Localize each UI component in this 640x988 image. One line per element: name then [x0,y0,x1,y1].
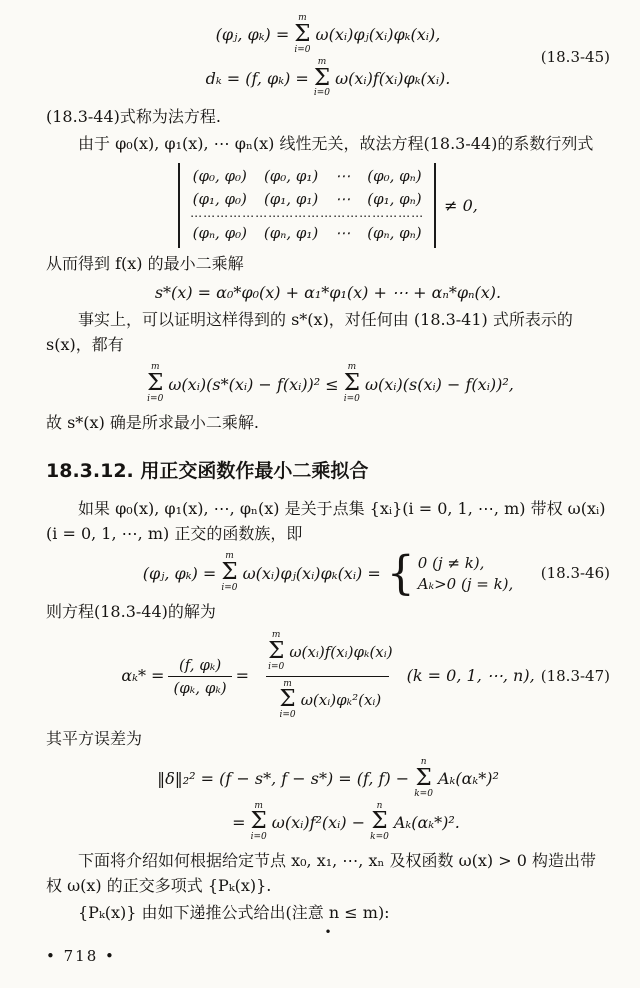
sigma-icon: Σ [250,808,267,835]
summation-symbol [268,631,284,673]
equation-number-18-3-45: (18.3-45) [540,47,610,66]
eq45-line2 [46,58,610,100]
sum-lower-limit: k=0 [414,788,433,799]
eq45-line1-rhs: ω(xᵢ)φⱼ(xᵢ)φₖ(xᵢ), [315,25,441,45]
sigma-icon: Σ [221,559,238,586]
sum-upper-limit: m [150,362,160,373]
summation-symbol [414,758,433,800]
eq46-case-unequal: 0 (j ≠ k), [417,553,485,572]
determinant-cell: (φₙ, φ₁) [263,224,319,243]
equation-number-18-3-47: (18.3-47) [540,667,610,686]
sum-lower-limit: i=0 [147,394,164,405]
sum-upper-limit: m [271,629,281,640]
equation-squared-error [46,758,610,843]
eq47-denominator-terms: ω(xᵢ)φₖ²(xᵢ) [300,691,382,710]
summation-symbol [279,680,295,722]
eq45-line2-rhs: ω(xᵢ)f(xᵢ)φₖ(xᵢ). [335,68,451,88]
determinant-cell: (φ₀, φₙ) [367,166,422,185]
fraction-numerator: (f, φₖ) [178,655,222,674]
determinant-cell: ⋯ [335,224,351,243]
inequality-left: ω(xᵢ)(s*(xᵢ) − f(xᵢ))² ≤ [168,374,339,394]
sum-lower-limit: i=0 [294,44,311,55]
inequality-right: ω(xᵢ)(s(xᵢ) − f(xᵢ))², [364,374,514,394]
determinant-cell: (φ₀, φ₁) [263,166,319,185]
paragraph-orthogonal-family: 如果 φ₀(x), φ₁(x), ⋯, φₙ(x) 是关于点集 {xᵢ}(i = 0, 1, ⋯, m) 带权 ω(xᵢ)(i = 0, 1, ⋯, m) 正交的函数族，即 [46,498,606,543]
page-number: • 718 • [46,947,116,966]
equation-s-star [46,283,610,302]
fraction-denominator: (φₖ, φₖ) [168,676,231,697]
squared-error-line2 [82,802,610,844]
sum-lower-limit: i=0 [250,832,267,843]
eq45-line2-lhs: dₖ = (f, φₖ) = [205,68,309,88]
sum-upper-limit: n [420,756,427,767]
eq47-lhs: αₖ* = [121,666,165,686]
sum-lower-limit: i=0 [279,710,296,721]
determinant-cell: (φ₁, φ₁) [263,189,319,208]
sum-lower-limit: k=0 [370,832,389,843]
section-heading-18-3-12: 18.3.12. 用正交函数作最小二乘拟合 [46,459,369,482]
determinant-cell: (φₙ, φₙ) [367,224,422,243]
summation-symbol [344,363,360,405]
sum-upper-limit: m [347,362,357,373]
s-star-expression: s*(x) = α₀*φ₀(x) + α₁*φ₁(x) + ⋯ + αₙ*φₙ(x). [154,282,502,302]
paragraph-construction-intro: 下面将介绍如何根据给定节点 x₀, x₁, ⋯, xₙ 及权函数 ω(x) > 0 构造出带权 ω(x) 的正交多项式 {Pₖ(x)}. [46,851,596,895]
paragraph-least-squares-solution: 从而得到 f(x) 的最小二乘解 [46,253,244,273]
sum-upper-limit: m [298,13,307,23]
sum-upper-limit: m [254,800,263,811]
error-line2-equals: = [232,812,246,832]
determinant-ellipsis-row: ⋯⋯⋯⋯⋯⋯⋯⋯⋯⋯⋯⋯⋯⋯⋯⋯⋯⋯ [190,211,425,223]
equation-number-18-3-46: (18.3-46) [540,564,610,583]
summation-symbol [370,802,389,844]
eq45-line1-lhs: (φⱼ, φₖ) = [215,25,290,45]
sigma-icon: Σ [279,686,296,713]
sum-lower-limit: i=0 [221,583,238,594]
sum-lower-limit: i=0 [313,88,331,99]
sigma-icon: Σ [371,808,388,835]
summation-symbol [251,802,267,844]
sigma-icon: Σ [313,64,331,91]
determinant-display [46,163,610,248]
equation-inequality [46,363,610,405]
eq46-case-equal: Aₖ>0 (j = k), [417,574,514,593]
left-brace-icon: { [386,546,415,600]
sum-upper-limit: n [376,800,383,811]
sum-lower-limit: i=0 [268,661,285,672]
eq45-line1 [46,14,610,56]
determinant-nonzero: ≠ 0, [444,195,478,215]
sigma-icon: Σ [147,370,164,397]
summation-symbol [147,363,163,405]
sum-lower-limit: i=0 [343,394,360,405]
paragraph-solution-intro: 则方程(18.3-44)的解为 [46,602,216,622]
inner-product-fraction [168,656,231,697]
determinant-cell: ⋯ [335,166,351,185]
equation-18-3-46 [46,546,610,600]
eq47-numerator-terms: ω(xᵢ)f(xᵢ)φₖ(xᵢ) [289,642,393,661]
determinant-cell: (φ₁, φ₀) [192,189,247,208]
fraction-denominator [266,676,389,722]
error-line2-middle: ω(xᵢ)f²(xᵢ) − [271,812,366,832]
paragraph-linear-independence: 由于 φ₀(x), φ₁(x), ⋯ φₙ(x) 线性无关，故法方程(18.3-44)的系数行列式 [78,134,594,154]
sum-upper-limit: m [225,551,234,562]
determinant-cell: (φₙ, φ₀) [192,224,247,243]
sigma-icon: Σ [343,370,360,397]
error-line1-left: ‖δ‖₂² = (f − s*, f − s*) = (f, f) − [157,769,410,789]
summation-fraction [255,631,401,721]
squared-error-line1 [46,758,610,800]
eq47-index-range: (k = 0, 1, ⋯, n), [406,666,535,686]
sum-upper-limit: m [317,56,327,67]
equation-18-3-47 [46,631,610,721]
sigma-icon: Σ [294,20,311,47]
eq46-middle: ω(xᵢ)φⱼ(xᵢ)φₖ(xᵢ) = [242,563,381,583]
summation-symbol [221,552,237,594]
eq46-lhs: (φⱼ, φₖ) = [142,563,217,583]
paragraph-recurrence-intro: {Pₖ(x)} 由如下递推公式给出(注意 n ≤ m): [78,902,390,922]
fraction-numerator [255,631,401,676]
summation-symbol [314,58,330,100]
determinant-cell: (φ₀, φ₀) [192,166,247,185]
sigma-icon: Σ [268,637,285,664]
cases-group [386,546,514,600]
sum-upper-limit: m [283,678,292,689]
equation-18-3-45 [46,14,610,99]
determinant-cell: (φ₁, φₙ) [367,189,422,208]
error-line2-right: Aₖ(αₖ*)². [393,812,460,832]
stray-dot-mark: • [324,924,332,939]
paragraph-normal-equation-name: (18.3-44)式称为法方程. [46,107,221,127]
equals-sign: = [235,666,250,686]
error-line1-right: Aₖ(αₖ*)² [437,769,499,789]
determinant-cell: ⋯ [335,189,351,208]
determinant-matrix [178,163,436,248]
paragraph-proof-statement: 事实上，可以证明这样得到的 s*(x)，对任何由 (18.3-41) 式所表示的 s(x)，都有 [46,309,573,354]
paragraph-squared-error-intro: 其平方误差为 [46,729,143,749]
summation-symbol [294,14,310,56]
paragraph-conclusion: 故 s*(x) 确是所求最小二乘解. [46,413,259,433]
sigma-icon: Σ [415,764,432,791]
